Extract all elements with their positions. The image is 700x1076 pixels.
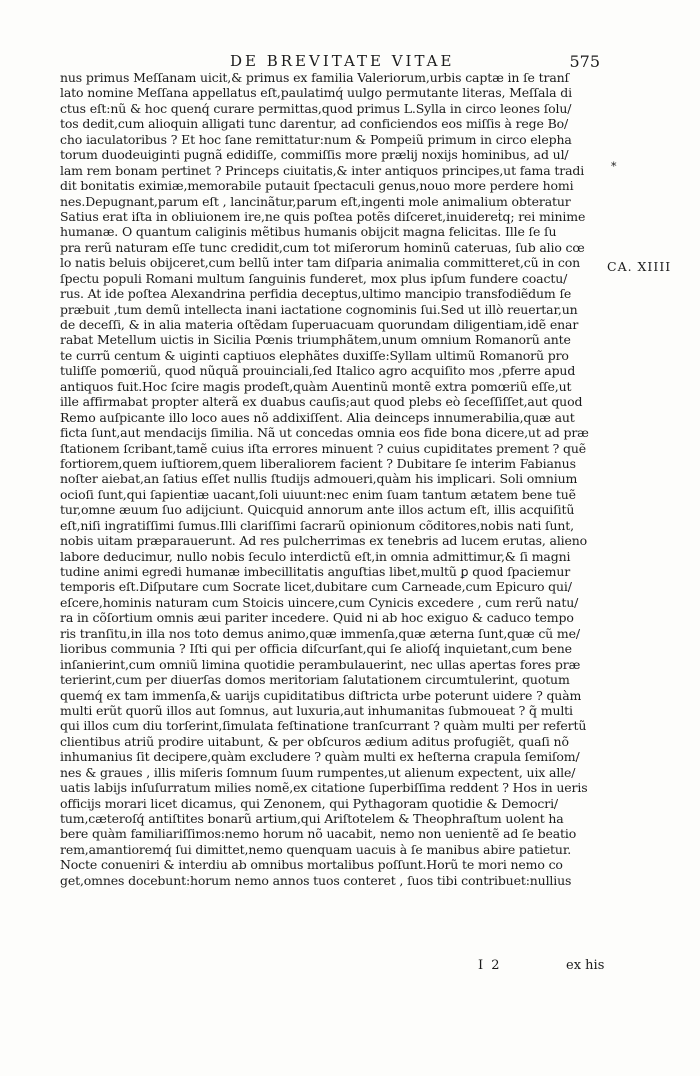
text-line: ficta ſunt,aut mendacijs ſimilia. Nã ut concedas omnia eos fide bona dicere,ut ad præ xyxy=(60,425,589,441)
text-line: uatis labijs inſuſurratum milies nomẽ,ex citatione ſuperbiſſima reddent ? Hos in ueris xyxy=(60,780,588,796)
text-line: lato nomine Meſſana appellatus eſt,paulatimq́ uulgo permutante literas, Meſſala di xyxy=(60,85,572,101)
text-line: labore deducimur, nullo nobis ſeculo interdictũ eſt,in omnia admittimur,& ſi magni xyxy=(60,548,571,564)
body-text xyxy=(60,70,600,888)
text-line: terierint,cum per diuerſas domos meritoriam ſalutationem circumtulerint, quotum xyxy=(60,672,570,688)
text-line: officijs morari licet dicamus, qui Zenonem, qui Pythagoram quotidie & Democri/ xyxy=(60,795,558,811)
text-line: inſanierint,cum omniũ limina quotidie perambulauerint, nec ullas apertas fores præ xyxy=(60,656,581,672)
text-line: antiquos fuit.Hoc ſcire magis prodeſt,quàm Auentinũ montẽ extra pomœriũ eſſe,ut xyxy=(60,378,572,394)
text-line: dit bonitatis eximiæ,memorabile putauit ſpectaculi genus,nouo more perdere homi xyxy=(60,178,574,194)
text-line: eſcere,hominis naturam cum Stoicis uincere,cum Cynicis excedere , cum rerũ natu/ xyxy=(60,594,579,610)
text-line: noſter aiebat,an ſatius eſſet nullis ſtudijs admoueri,quàm his implicari. Soli omnium xyxy=(60,471,578,487)
text-line: te currũ centum & uiginti captiuos elephãtes duxiſſe:Syllam ultimũ Romanorũ pro xyxy=(60,347,569,363)
text-line: temporis eſt.Diſputare cum Socrate licet,dubitare cum Carneade,cum Epicuro qui/ xyxy=(60,579,572,595)
text-line: torum duodeuiginti pugnã edidiſſe, commiſſis more prælij noxijs hominibus, ad ul/ xyxy=(60,147,569,163)
text-line: ctus eſt:nũ & hoc quenq́ curare permittas,quod primus L.Sylla in circo leones ſolu/ xyxy=(60,100,572,116)
text-line: ris tranſitu,in illa nos toto demus animo,quæ immenſa,quæ æterna ſunt,quæ cũ me/ xyxy=(60,625,580,641)
text-line: humanæ. O quantum caliginis mẽtibus humanis obijcit magna felicitas. Ille ſe ſu xyxy=(60,224,557,240)
text-line: qui illos cum diu torſerint,ſimulata feſtinatione tranſcurrant ? quàm multi per refertũ xyxy=(60,718,587,734)
text-line: præbuit ,tum demũ intellecta inani iactatione cognominis ſui.Sed ut illò reuertar,un xyxy=(60,301,578,317)
text-line: bere quàm familiariſſimos:nemo horum nõ uacabit, nemo non uenientẽ ad ſe beatio xyxy=(60,826,577,842)
page-number: 575 xyxy=(569,52,600,71)
marginal-asterisk: * xyxy=(611,160,617,173)
text-line: ra in cõſortium omnis æui pariter incedere. Quid ni ab hoc exiguo & caduco tempo xyxy=(60,610,574,626)
text-line: nobis uitam præparauerunt. Ad res pulcherrimas ex tenebris ad lucem erutas, alieno xyxy=(60,533,588,549)
text-line: tudine animi egredi humanæ imbecillitatis anguſtias libet,multũ ꝑ quod ſpaciemur xyxy=(60,564,571,579)
chapter-marker: CA. XIIII xyxy=(607,259,672,274)
text-line: ſpectu populi Romani multum ſanguinis funderet, mox plus ipſum fundere coactu/ xyxy=(60,270,568,286)
text-line: de deceſſi, & in alia materia oſtẽdam ſuperuacuam quorundam diligentiam,idẽ enar xyxy=(60,317,579,332)
text-line: tur,omne æuum ſuo adijciunt. Quicquid annorum ante illos actum eſt, illis acquiſitũ xyxy=(60,502,575,518)
text-line: ſtationem ſcribant,tamẽ cuius iſta errores minuent ? cuius cupiditates prement ? quẽ xyxy=(60,440,587,456)
text-line: rus. At ide poſtea Alexandrina perfidia deceptus,ultimo mancipio transfodiẽdum ſe xyxy=(60,286,572,302)
text-line: lam rem bonam pertinet ? Princeps ciuitatis,& inter antiquos principes,ut fama tradi xyxy=(60,162,585,178)
text-line: nus primus Meſſanam uicit,& primus ex familia Valeriorum,urbis captæ in ſe tranſ xyxy=(60,70,570,85)
signature-mark: I 2 xyxy=(478,958,502,973)
text-line: fortiorem,quem iuſtiorem,quem liberaliorem facient ? Dubitare ſe interim Fabianus xyxy=(60,455,576,471)
text-line: rem,amantioremq́ ſui dimittet,nemo quenquam uacuis à ſe manibus abire patietur. xyxy=(60,841,572,857)
text-line: tuliſſe pomœriũ, quod nũquã prouinciali,ſed Italico agro acquiſito mos ,pferre apud xyxy=(60,363,576,379)
text-line: get,omnes docebunt:horum nemo annos tuos conteret , ſuos tibi contribuet:nullius xyxy=(60,872,572,888)
text-line: Nocte conueniri & interdiu ab omnibus mortalibus poſſunt.Horũ te mori nemo co xyxy=(60,857,563,873)
text-line: Remo auſpicante illo loco aues nõ addixiſſent. Alia deinceps innumerabilia,quæ aut xyxy=(60,409,575,425)
catchword: ex his xyxy=(566,958,605,973)
text-line: cho iaculatoribus ? Et hoc ſane remittatur:num & Pompeiũ primum in circo elepha xyxy=(60,131,572,147)
text-line: nes.Depugnant,parum eſt , lancinãtur,parum eſt,ingenti mole animalium obteratur xyxy=(60,193,571,209)
text-line: eſt,niſi ingratiſſimi ſumus.Illi clariſſimi ſacrarũ opinionum cõditores,nobis nati ſunt, xyxy=(60,517,574,533)
text-line: lioribus communia ? Iſti qui per officia diſcurſant,qui ſe alioſq́ inquietant,cum bene xyxy=(60,641,572,657)
text-line: nes & graues , illis miſeris ſomnum ſuum rumpentes,ut alienum expectent, uix alle/ xyxy=(60,764,576,780)
text-line: ocioſi ſunt,qui ſapientiæ uacant,ſoli uiuunt:nec enim ſuam tantum ætatem bene tuẽ xyxy=(60,486,576,502)
text-line: lo natis beluis obijceret,cum bellũ inter tam diſparia animalia committeret,cũ in con xyxy=(60,255,581,271)
text-line: pra rerũ naturam eſſe tunc credidit,cum tot miſerorum hominũ cateruas, ſub alio cœ xyxy=(60,239,585,255)
text-line: tos dedit,cum alioquin alligati tunc darentur, ad conficiendos eos miſſis à rege Bo/ xyxy=(60,116,569,132)
text-line: ille affirmabat propter alterã ex duabus cauſis;aut quod plebs eò ſeceſſiſſet,aut quod xyxy=(60,394,583,410)
running-title: DE BREVITATE VITAE xyxy=(230,52,455,70)
text-line: Satius erat iſta in obliuionem ire,ne quis poſtea potẽs diſceret,inuidereṫq; rei minime xyxy=(60,208,586,224)
text-line: rabat Metellum uictis in Sicilia Pœnis triumphãtem,unum omnium Romanorũ ante xyxy=(60,332,571,348)
text-line: tum,cæteroſq́ antiſtites bonarũ artium,qui Ariſtotelem & Theophraſtum uolent ha xyxy=(60,811,564,826)
text-line: inhumanius ſit decipere,quàm excludere ? quàm multi ex heſterna crapula ſemiſom/ xyxy=(60,749,580,765)
text-line: multi erũt quorũ illos aut ſomnus, aut luxuria,aut inhumanitas ſubmoueat ? q̃ multi xyxy=(60,702,573,718)
text-line: quemq́ ex tam immenſa,& uarijs cupiditatibus diſtricta urbe poterunt uidere ? quàm xyxy=(60,687,582,703)
text-line: clientibus atriũ prodire uitabunt, & per obſcuros ædium aditus profugiẽt, quaſi nõ xyxy=(60,733,569,749)
